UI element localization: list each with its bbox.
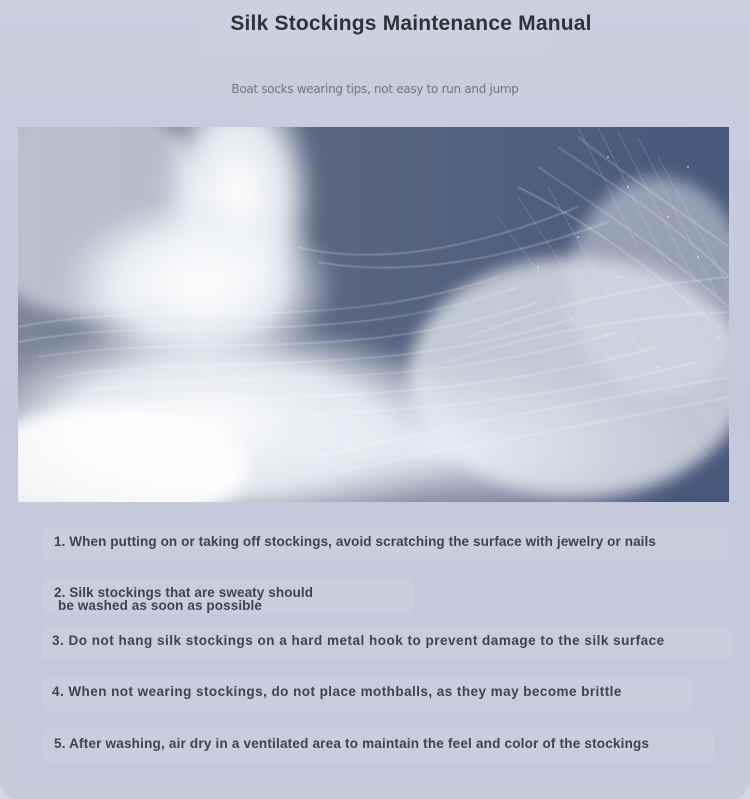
page-title: Silk Stockings Maintenance Manual <box>230 12 592 35</box>
care-tip-5: 5. After washing, air dry in a ventilated area to maintain the feel and color of the stockings <box>54 736 650 751</box>
page-subtitle: Boat socks wearing tips, not easy to run and jump <box>231 82 519 96</box>
care-tip-2-line-2: be washed as soon as possible <box>58 598 262 613</box>
care-tip-1: 1. When putting on or taking off stockings, avoid scratching the surface with jewelry or nails <box>54 534 656 549</box>
care-tip-2-line-1: 2. Silk stockings that are sweaty should <box>54 585 314 600</box>
care-tip-3: 3. Do not hang silk stockings on a hard metal hook to prevent damage to the silk surface <box>52 633 665 648</box>
care-tip-4: 4. When not wearing stockings, do not place mothballs, as they may become brittle <box>52 684 622 699</box>
silk-fiber-photo <box>18 127 729 502</box>
silk-fiber-illustration <box>18 127 729 502</box>
